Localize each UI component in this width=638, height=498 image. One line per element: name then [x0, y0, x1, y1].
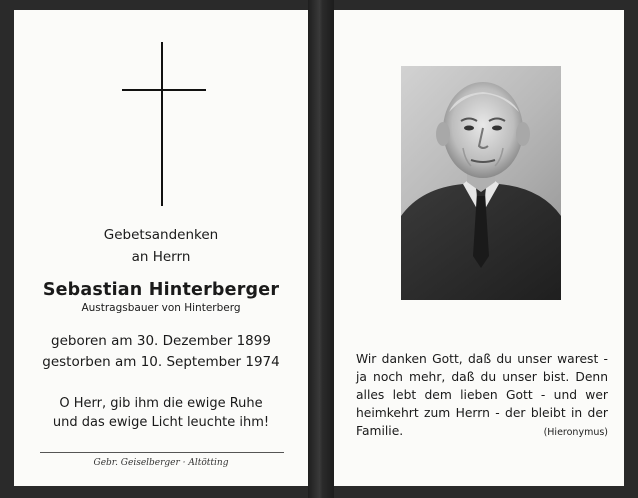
prayer-verse-line-2: und das ewige Licht leuchte ihm! [52, 415, 270, 430]
deceased-name: Sebastian Hinterberger [42, 280, 280, 300]
memorial-card-back [334, 10, 624, 486]
printer-credit: Gebr. Geiselberger · Altötting [93, 458, 229, 468]
quote-line: alles lebt dem lieben Gott - und wer [356, 388, 608, 402]
quote-line: Wir danken Gott, daß du unser warest - [356, 352, 608, 366]
heading-line-2: an Herrn [131, 249, 191, 265]
memorial-quote [356, 350, 608, 440]
occupation: Austragsbauer von Hinterberg [81, 302, 241, 314]
death-date: gestorben am 10. September 1974 [42, 354, 280, 370]
quote-attribution: (Hieronymus) [543, 427, 608, 438]
portrait-photo [401, 66, 561, 300]
heading-line-1: Gebetsandenken [103, 227, 219, 243]
birth-date: geboren am 30. Dezember 1899 [51, 333, 271, 349]
card-fold [308, 0, 334, 498]
quote-line: Familie. [356, 424, 404, 438]
divider [40, 452, 284, 453]
quote-line: heimkehrt zum Herrn - der bleibt in der [356, 406, 608, 420]
quote-line: ja noch mehr, daß du unser bist. Denn [356, 370, 608, 384]
memorial-card-front [14, 10, 308, 486]
quote-line-last [356, 422, 608, 440]
prayer-verse-line-1: O Herr, gib ihm die ewige Ruhe [59, 396, 263, 411]
